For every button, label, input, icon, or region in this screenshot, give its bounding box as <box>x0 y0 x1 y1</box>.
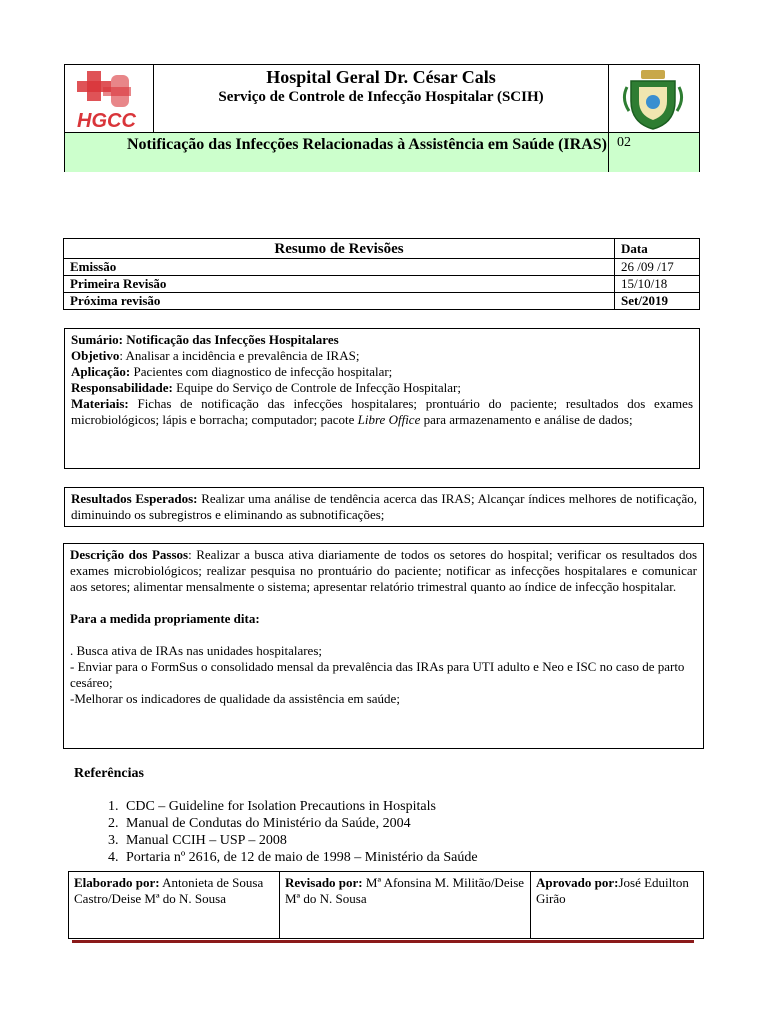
results-text: Realizar uma análise de tendência acerca das IRAS; Alcançar índices melhores de notificação, diminuindo os subregistros e eliminando as subnotificações; <box>71 491 698 522</box>
document-header <box>64 64 700 172</box>
hgcc-logo <box>65 65 154 132</box>
materiais-tail: para armazenamento e análise de dados; <box>420 412 633 427</box>
table-row <box>64 259 700 276</box>
revisado-cell <box>280 872 531 939</box>
table-row <box>64 276 700 293</box>
revisado-label: Revisado por: <box>285 875 363 890</box>
document-code: 02 <box>617 135 631 150</box>
references-title: Referências <box>74 766 144 781</box>
footer-rule <box>72 940 694 943</box>
measure-title: Para a medida propriamente dita: <box>70 611 260 626</box>
steps-box <box>63 543 704 749</box>
references-section <box>74 766 694 866</box>
materiais-italic: Libre Office <box>357 412 421 427</box>
revision-label: Próxima revisão <box>64 293 615 310</box>
steps-label: Descrição dos Passos <box>70 547 189 562</box>
state-seal-icon <box>609 65 697 131</box>
measure-item: -Melhorar os indicadores de qualidade da assistência em saúde; <box>70 691 400 706</box>
responsabilidade-label: Responsabilidade: <box>71 380 173 395</box>
results-label: Resultados Esperados: <box>71 491 198 506</box>
service-name: Serviço de Controle de Infecção Hospitalar (SCIH) <box>218 89 544 105</box>
steps-text: : Realizar a busca ativa diariamente de todos os setores do hospital; verificar os resultados dos exames microbiológicos; realizar pesquisa no prontuário do paciente; notificar as infecções hospitalares e comunicar aos setores; alimentar mensalmente o sistema; apresentar relatório trimestral quanto ao índice de infecção hospitalar. <box>70 547 697 594</box>
list-item: 4. Portaria nº 2616, de 12 de maio de 1998 – Ministério da Saúde <box>122 849 694 866</box>
title-band <box>65 132 609 172</box>
aplicacao-text: Pacientes com diagnostico de infecção hospitalar; <box>130 364 393 379</box>
revision-date: Set/2019 <box>615 293 700 310</box>
measure-item: . Busca ativa de IRAs nas unidades hospitalares; <box>70 643 322 658</box>
hospital-name: Hospital Geral Dr. César Cals <box>266 67 496 87</box>
responsabilidade-text: Equipe do Serviço de Controle de Infecção Hospitalar; <box>172 380 461 395</box>
elaborado-cell <box>69 872 280 939</box>
results-box <box>64 487 704 527</box>
aplicacao-label: Aplicação: <box>71 364 131 379</box>
document-title: Notificação das Infecções Relacionadas à Assistência em Saúde (IRAS) <box>127 136 607 153</box>
measure-item: - Enviar para o FormSus o consolidado mensal da prevalência das IRAs para UTI adulto e Neo e ISC no caso de parto cesáreo; <box>70 659 685 690</box>
objetivo-label: Objetivo <box>71 348 120 363</box>
summary-box <box>64 328 700 469</box>
references-list <box>74 798 694 866</box>
aprovado-cell <box>531 872 704 939</box>
table-row <box>64 293 700 310</box>
materiais-label: Materiais: <box>71 396 129 411</box>
list-item: 3. Manual CCIH – USP – 2008 <box>122 832 694 849</box>
sumario-text: : Notificação das Infecções Hospitalares <box>118 332 339 347</box>
aprovado-text: José Eduilton Girão <box>536 875 689 906</box>
elaborado-label: Elaborado por: <box>74 875 160 890</box>
code-cell <box>608 132 699 172</box>
signatures-table <box>68 871 704 939</box>
revision-date: 26 /09 /17 <box>615 259 700 276</box>
revision-label: Primeira Revisão <box>64 276 615 293</box>
date-header: Data <box>615 239 700 259</box>
title-area <box>153 65 609 132</box>
revision-label: Emissão <box>64 259 615 276</box>
list-item: 1. CDC – Guideline for Isolation Precautions in Hospitals <box>122 798 694 815</box>
sumario-label: Sumário <box>71 332 119 347</box>
revisions-title: Resumo de Revisões <box>64 239 615 259</box>
revision-date: 15/10/18 <box>615 276 700 293</box>
materiais-text: Fichas de notificação das infecções hospitalares; prontuário do paciente; resultados dos exames microbiológicos; lápis e borracha; computador; pacote <box>71 396 693 427</box>
list-item: 2. Manual de Condutas do Ministério da Saúde, 2004 <box>122 815 694 832</box>
revisions-table <box>63 238 700 310</box>
revisado-text: Mª Afonsina M. Militão/Deise Mª do N. Sousa <box>285 875 525 906</box>
aprovado-label: Aprovado por: <box>536 875 619 890</box>
elaborado-text: Antonieta de Sousa Castro/Deise Mª do N. Sousa <box>74 875 264 906</box>
objetivo-text: : Analisar a incidência e prevalência de IRAS; <box>119 348 360 363</box>
logo-text: HGCC <box>77 110 136 131</box>
